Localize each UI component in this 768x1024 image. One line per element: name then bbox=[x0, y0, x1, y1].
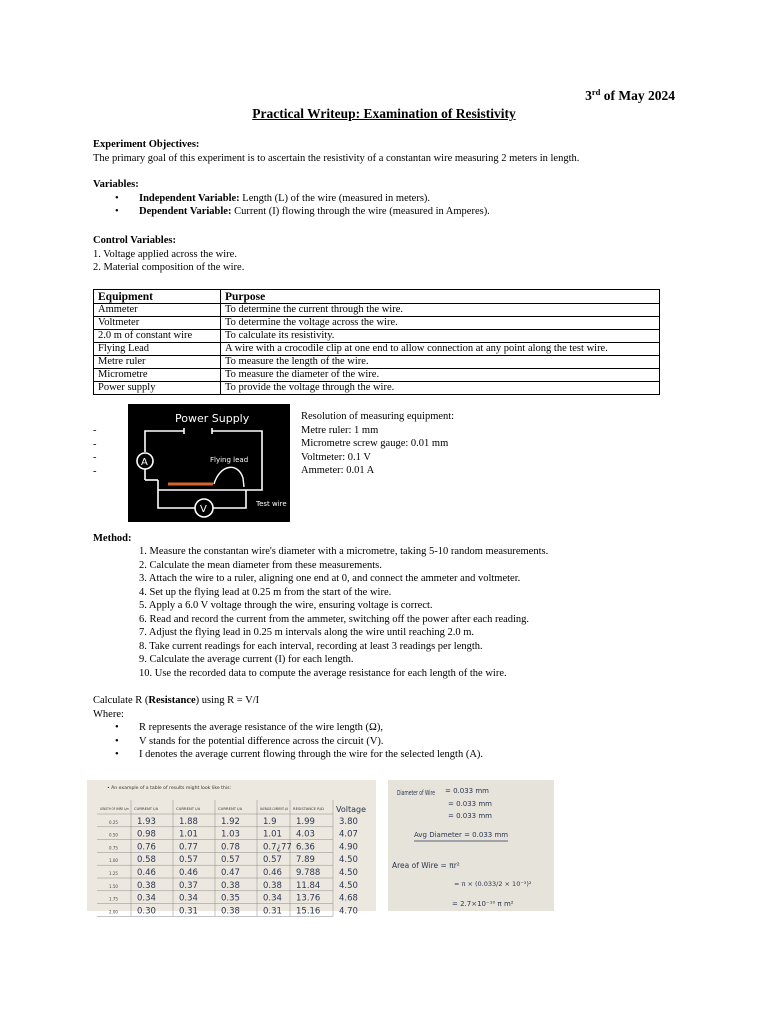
list-item: Voltmeter: 0.1 V bbox=[301, 451, 371, 463]
list-item: 4. Set up the flying lead at 0.25 m from the start of the wire. bbox=[139, 586, 392, 598]
method-heading: Method: bbox=[93, 533, 132, 544]
results-header: CURRENT I/A bbox=[218, 807, 243, 811]
results-cell: 0.38 bbox=[137, 880, 156, 891]
table-header: Equipment bbox=[94, 290, 221, 304]
list-item: 5. Apply a 6.0 V voltage through the wire, ensuring voltage is correct. bbox=[139, 600, 433, 611]
results-cell: 7.89 bbox=[296, 855, 315, 866]
results-cell: 4.03 bbox=[296, 829, 315, 840]
results-cell: 0.30 bbox=[137, 906, 156, 917]
objectives-heading: Experiment Objectives: bbox=[93, 139, 200, 150]
table-header-row bbox=[94, 290, 660, 304]
handwritten-line: = 2.7×10⁻¹⁰ π m² bbox=[452, 900, 514, 908]
results-cell: 1.03 bbox=[221, 829, 240, 840]
circuit-label-power-supply: Power Supply bbox=[175, 412, 250, 425]
results-caption: • An example of a table of results might look like this: bbox=[107, 786, 232, 791]
list-item: 2. Calculate the mean diameter from these measurements. bbox=[139, 559, 382, 571]
list-item: 2. Material composition of the wire. bbox=[93, 262, 245, 273]
table-cell: To determine the current through the wire. bbox=[221, 304, 660, 317]
list-item: • Independent Variable: Length (L) of the wire (measured in meters). bbox=[93, 192, 490, 206]
dash-mark: - bbox=[93, 452, 97, 463]
list-item: • Dependent Variable: Current (I) flowing through the wire (measured in Amperes). bbox=[93, 205, 490, 219]
handwritten-line: Area of Wire = πr² bbox=[392, 861, 460, 870]
results-cell: 0.46 bbox=[263, 868, 282, 878]
results-cell: 0.34 bbox=[263, 893, 282, 904]
results-table-photo bbox=[87, 780, 376, 917]
circuit-diagram bbox=[128, 404, 290, 522]
handwritten-line: = 0.033 mm bbox=[448, 800, 492, 808]
results-cell: 0.77 bbox=[179, 842, 198, 853]
results-cell: 0.31 bbox=[179, 906, 198, 917]
results-cell: 0.34 bbox=[179, 893, 198, 904]
equipment-table bbox=[93, 289, 660, 395]
results-cell: 0.7¿77 bbox=[263, 842, 292, 853]
document-date: 3rd of May 2024 bbox=[585, 87, 675, 103]
results-cell: 4.07 bbox=[339, 829, 358, 840]
control-variables-section bbox=[93, 234, 244, 275]
results-cell: 4.50 bbox=[339, 868, 358, 878]
table-row bbox=[94, 369, 660, 382]
results-cell: 0.38 bbox=[263, 880, 282, 891]
handwritten-line: = 0.033 mm bbox=[448, 812, 492, 820]
table-cell: To calculate its resistivity. bbox=[221, 330, 660, 343]
results-header: Voltage bbox=[336, 805, 367, 814]
table-cell: To measure the length of the wire. bbox=[221, 356, 660, 369]
results-cell: 4.70 bbox=[339, 906, 358, 917]
diameter-notes-photo bbox=[388, 780, 554, 911]
results-cell: 0.25 bbox=[109, 819, 118, 825]
results-cell: 0.98 bbox=[137, 829, 156, 840]
table-row bbox=[94, 343, 660, 356]
dash-mark: - bbox=[93, 438, 97, 450]
results-header: LENGTH OF WIRE L/m bbox=[100, 807, 130, 811]
results-table-drawing bbox=[87, 780, 376, 917]
table-cell: Ammeter bbox=[94, 304, 221, 317]
diameter-notes-drawing bbox=[388, 780, 554, 911]
results-cell: 11.84 bbox=[296, 880, 321, 891]
circuit-diagram-image bbox=[128, 404, 290, 522]
results-cell: 9.788 bbox=[296, 868, 321, 878]
table-cell: Metre ruler bbox=[94, 356, 221, 369]
circuit-label-flying-lead: Flying lead bbox=[210, 456, 249, 464]
results-cell: 0.37 bbox=[179, 880, 198, 891]
variables-list bbox=[93, 192, 490, 219]
results-cell: 0.31 bbox=[263, 906, 282, 917]
table-row bbox=[94, 382, 660, 395]
circuit-label-ammeter: A bbox=[141, 457, 148, 468]
document-title: Practical Writeup: Examination of Resistivity bbox=[252, 106, 516, 121]
list-item: Micrometre screw gauge: 0.01 mm bbox=[301, 438, 449, 449]
list-item: 1. Voltage applied across the wire. bbox=[93, 248, 237, 260]
list-item: • V stands for the potential difference across the circuit (V). bbox=[93, 735, 483, 749]
formula-where: Where: bbox=[93, 708, 124, 720]
results-cell: 0.76 bbox=[137, 842, 156, 853]
formula-list bbox=[93, 721, 483, 762]
formula-section bbox=[93, 694, 483, 762]
list-item: 8. Take current readings for each interval, recording at least 3 readings per length. bbox=[139, 640, 483, 652]
results-cell: 0.50 bbox=[109, 832, 118, 838]
variables-heading: Variables: bbox=[93, 179, 139, 190]
objectives-text: The primary goal of this experiment is to ascertain the resistivity of a constantan wire measuring 2 meters in length. bbox=[93, 152, 580, 164]
list-item: 10. Use the recorded data to compute the average resistance for each length of the wire. bbox=[139, 667, 507, 679]
results-cell: 1.88 bbox=[179, 816, 198, 827]
results-cell: 1.50 bbox=[109, 883, 118, 889]
table-cell: Voltmeter bbox=[94, 317, 221, 330]
results-header: CURRENT I/A bbox=[176, 807, 201, 811]
dash-list bbox=[93, 424, 97, 478]
variables-section bbox=[93, 178, 490, 219]
list-item: • I denotes the average current flowing through the wire for the selected length (A). bbox=[93, 748, 483, 762]
table-row bbox=[94, 356, 660, 369]
table-header: Purpose bbox=[221, 290, 660, 304]
list-item: 7. Adjust the flying lead in 0.25 m intervals along the wire until reaching 2.0 m. bbox=[139, 627, 475, 638]
table-row bbox=[94, 304, 660, 317]
results-cell: 4.90 bbox=[339, 842, 358, 853]
results-cell: 6.36 bbox=[296, 842, 315, 853]
table-cell: 2.0 m of constant wire bbox=[94, 330, 221, 343]
formula-line: Calculate R (Resistance) using R = V/I bbox=[93, 695, 260, 706]
results-cell: 4.68 bbox=[339, 893, 358, 904]
results-cell: 0.58 bbox=[137, 855, 156, 866]
results-header: RESISTANCE R/Ω bbox=[293, 807, 325, 811]
results-cell: 1.01 bbox=[263, 829, 282, 840]
table-cell: To provide the voltage through the wire. bbox=[221, 382, 660, 395]
resolution-section bbox=[301, 410, 454, 478]
results-cell: 13.76 bbox=[296, 893, 321, 904]
results-cell: 0.35 bbox=[221, 893, 240, 904]
objectives-section bbox=[93, 138, 579, 165]
results-cell: 1.75 bbox=[109, 896, 118, 902]
list-item: 9. Calculate the average current (I) for each length. bbox=[139, 654, 354, 665]
results-cell: 1.00 bbox=[109, 858, 118, 864]
handwritten-line: = 0.033 mm bbox=[445, 787, 489, 795]
list-item: Metre ruler: 1 mm bbox=[301, 424, 379, 436]
results-cell: 3.80 bbox=[339, 816, 358, 827]
handwritten-line: = π × (0.033/2 × 10⁻³)² bbox=[454, 880, 532, 888]
resolution-heading: Resolution of measuring equipment: bbox=[301, 411, 455, 422]
table-cell: A wire with a crocodile clip at one end to allow connection at any point along the test wire. bbox=[221, 343, 660, 356]
table-cell: Flying Lead bbox=[94, 343, 221, 356]
results-cell: 0.75 bbox=[109, 845, 118, 851]
results-cell: 2.00 bbox=[109, 909, 118, 915]
results-cell: 1.9 bbox=[263, 816, 277, 827]
results-header: CURRENT I/A bbox=[134, 807, 159, 811]
circuit-label-test-wire: Test wire bbox=[256, 500, 287, 508]
table-row bbox=[94, 330, 660, 343]
list-item: 3. Attach the wire to a ruler, aligning one end at 0, and connect the ammeter and voltmeter. bbox=[139, 573, 521, 584]
control-variables-heading: Control Variables: bbox=[93, 235, 176, 246]
list-item: 1. Measure the constantan wire's diameter with a micrometre, taking 5-10 random measurements. bbox=[139, 546, 549, 557]
method-steps bbox=[139, 545, 548, 680]
results-cell: 4.50 bbox=[339, 855, 358, 866]
results-cell: 1.01 bbox=[179, 829, 198, 840]
table-cell: Power supply bbox=[94, 382, 221, 395]
dash-mark: - bbox=[93, 465, 97, 477]
table-cell: To determine the voltage across the wire. bbox=[221, 317, 660, 330]
results-cell: 0.47 bbox=[221, 868, 240, 878]
circuit-label-voltmeter: V bbox=[200, 504, 207, 515]
results-cell: 0.78 bbox=[221, 842, 240, 853]
results-cell: 0.57 bbox=[263, 855, 282, 866]
results-cell: 0.38 bbox=[221, 880, 240, 891]
table-row bbox=[94, 317, 660, 330]
results-cell: 4.50 bbox=[339, 880, 358, 891]
results-cell: 0.57 bbox=[221, 855, 240, 866]
results-cell: 15.16 bbox=[296, 906, 321, 917]
results-cell: 1.25 bbox=[109, 871, 118, 876]
list-item: Ammeter: 0.01 A bbox=[301, 465, 375, 476]
handwritten-line: Diameter of Wire bbox=[397, 789, 435, 797]
list-item: • R represents the average resistance of the wire length (Ω), bbox=[93, 721, 483, 735]
results-cell: 0.46 bbox=[179, 868, 198, 878]
results-cell: 1.99 bbox=[296, 816, 315, 827]
results-cell: 0.57 bbox=[179, 855, 198, 866]
table-cell: Micrometre bbox=[94, 369, 221, 382]
results-header: AVERAGE CURRENT I/A bbox=[260, 807, 289, 811]
list-item: 6. Read and record the current from the ammeter, switching off the power after each reading. bbox=[139, 613, 530, 625]
dash-mark: - bbox=[93, 425, 97, 436]
table-cell: To measure the diameter of the wire. bbox=[221, 369, 660, 382]
handwritten-line: Avg Diameter = 0.033 mm bbox=[414, 831, 509, 839]
results-cell: 0.38 bbox=[221, 906, 240, 917]
results-cell: 1.92 bbox=[221, 816, 240, 827]
results-cell: 0.46 bbox=[137, 868, 156, 878]
results-cell: 1.93 bbox=[137, 816, 156, 827]
results-cell: 0.34 bbox=[137, 893, 156, 904]
